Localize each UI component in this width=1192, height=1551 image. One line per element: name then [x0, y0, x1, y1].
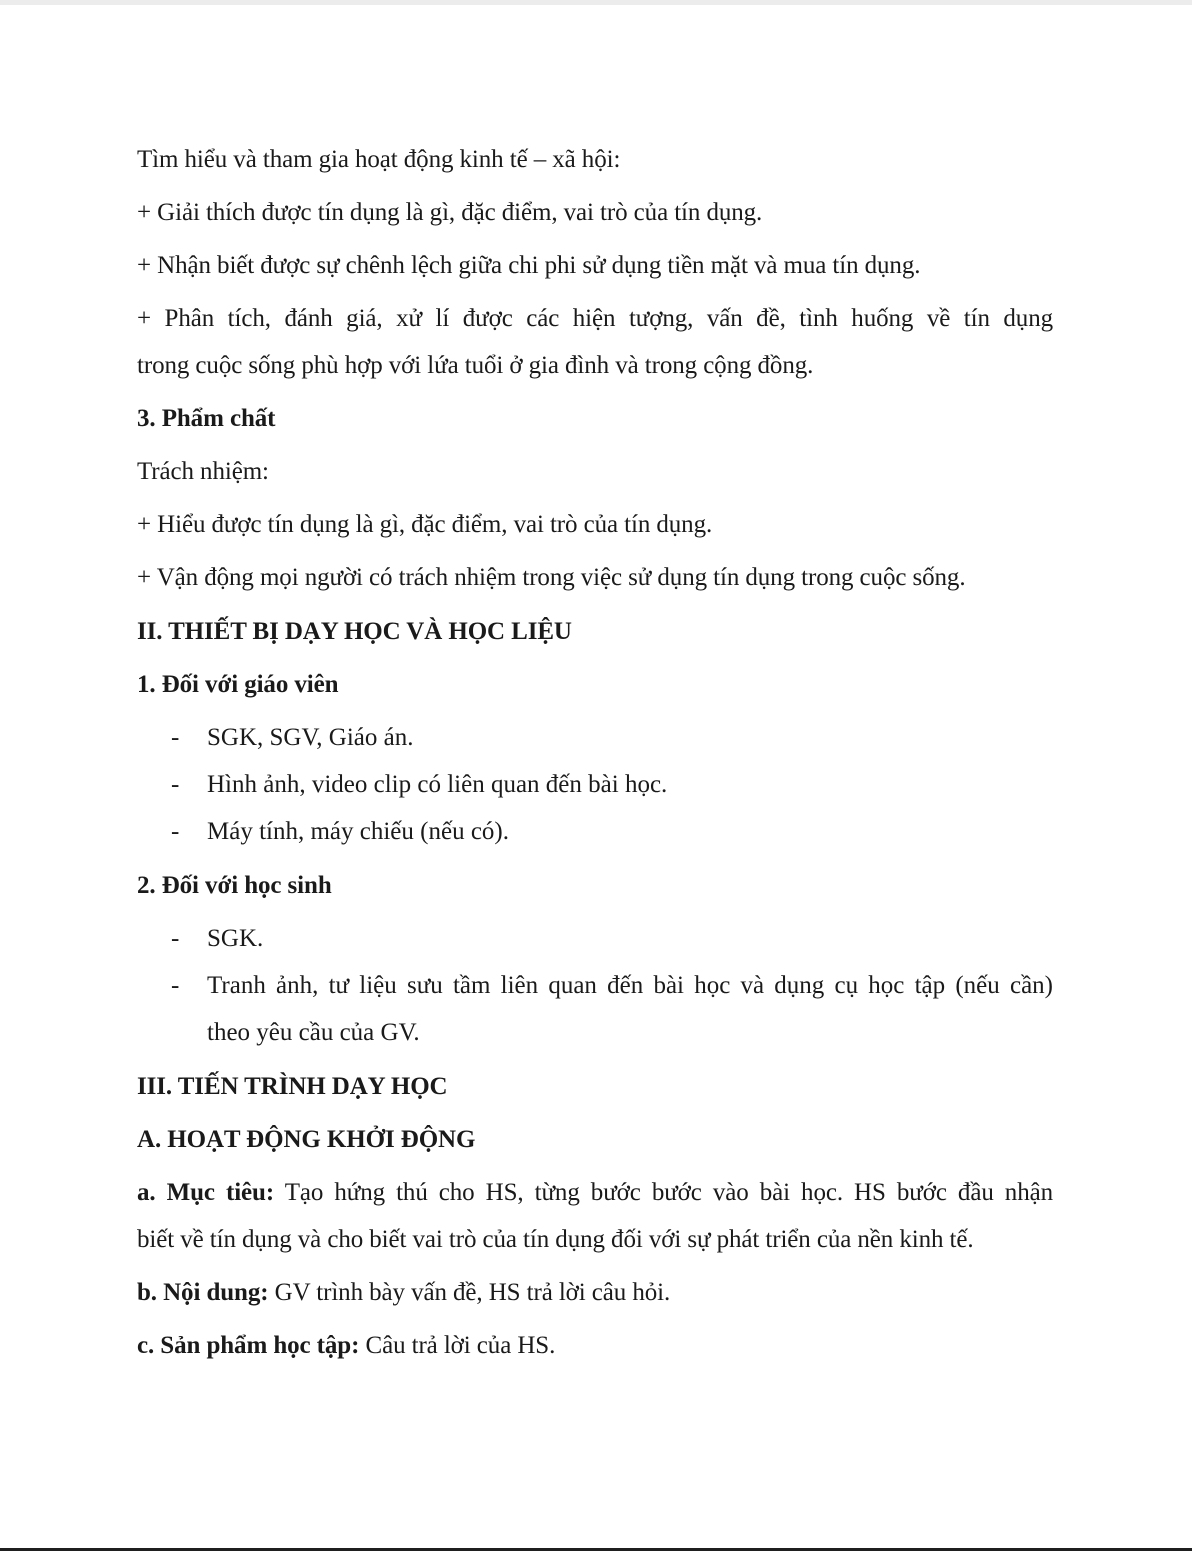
activity-heading: A. HOẠT ĐỘNG KHỞI ĐỘNG: [137, 1126, 476, 1153]
dash-marker: -: [171, 724, 180, 751]
objective-label: a. Mục tiêu:: [137, 1179, 275, 1206]
process-heading: III. TIẾN TRÌNH DẠY HỌC: [137, 1073, 448, 1100]
dash-marker: -: [171, 771, 180, 798]
content-label: b. Nội dung:: [137, 1279, 269, 1306]
quality-heading: 3. Phẩm chất: [137, 405, 276, 432]
content-text: GV trình bày vấn đề, HS trả lời câu hỏi.: [268, 1279, 671, 1306]
teacher-item-2: Hình ảnh, video clip có liên quan đến bài học.: [207, 771, 668, 798]
content-paragraph: [137, 1275, 670, 1311]
teacher-item-1: SGK, SGV, Giáo án.: [207, 724, 414, 751]
product-paragraph: [137, 1328, 555, 1364]
intro-item-2: + Nhận biết được sự chênh lệch giữa chi phi sử dụng tiền mặt và mua tín dụng.: [137, 252, 921, 279]
quality-intro: Trách nhiệm:: [137, 458, 269, 485]
quality-item-1: + Hiểu được tín dụng là gì, đặc điểm, vai trò của tín dụng.: [137, 511, 713, 538]
equipment-heading: II. THIẾT BỊ DẠY HỌC VÀ HỌC LIỆU: [137, 618, 572, 645]
dash-marker: -: [171, 925, 180, 952]
intro-item-3: + Phân tích, đánh giá, xử lí được các hiện tượng, vấn đề, tình huống về tín dụng: [137, 305, 1053, 332]
product-text: Câu trả lời của HS.: [359, 1332, 556, 1359]
student-item-2: Tranh ảnh, tư liệu sưu tầm liên quan đến bài học và dụng cụ học tập (nếu cần): [207, 972, 1053, 999]
student-item-2-cont: theo yêu cầu của GV.: [207, 1019, 420, 1046]
dash-marker: -: [171, 818, 180, 845]
teacher-heading: 1. Đối với giáo viên: [137, 671, 339, 698]
intro-text: Tìm hiểu và tham gia hoạt động kinh tế – xã hội:: [137, 146, 621, 173]
objective-text-cont: biết về tín dụng và cho biết vai trò của tín dụng đối với sự phát triển của nền kinh tế.: [137, 1226, 974, 1253]
teacher-item-3: Máy tính, máy chiếu (nếu có).: [207, 818, 509, 845]
student-heading: 2. Đối với học sinh: [137, 872, 332, 899]
dash-marker: -: [171, 972, 180, 999]
intro-item-1: + Giải thích được tín dụng là gì, đặc điểm, vai trò của tín dụng.: [137, 199, 763, 226]
objective-text: Tạo hứng thú cho HS, từng bước bước vào bài học. HS bước đầu nhận: [274, 1179, 1053, 1206]
top-edge: [0, 0, 1192, 5]
product-label: c. Sản phẩm học tập:: [137, 1332, 360, 1359]
objective-paragraph: [137, 1175, 1053, 1211]
student-item-1: SGK.: [207, 925, 264, 952]
quality-item-2: + Vận động mọi người có trách nhiệm trong việc sử dụng tín dụng trong cuộc sống.: [137, 564, 966, 591]
intro-item-3-cont: trong cuộc sống phù hợp với lứa tuổi ở gia đình và trong cộng đồng.: [137, 352, 814, 379]
